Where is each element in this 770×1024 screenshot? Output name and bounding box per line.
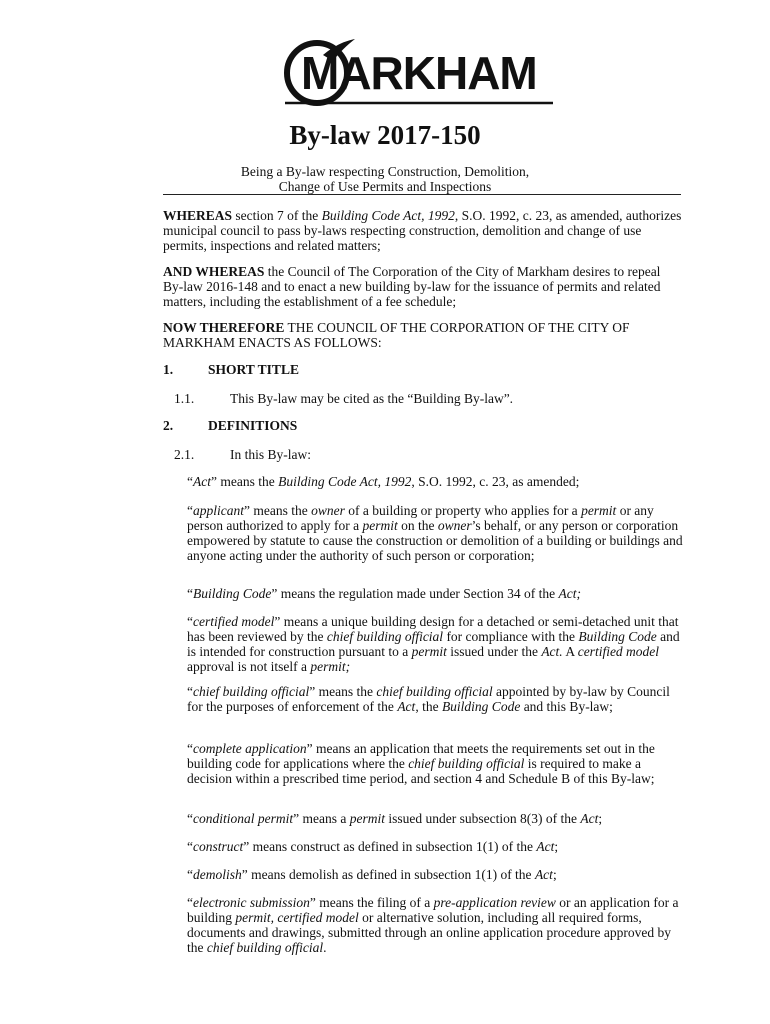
section-heading-definitions: 2. DEFINITIONS xyxy=(163,418,298,433)
definition-conditional-permit: “conditional permit” means a permit issued under subsection 8(3) of the Act; xyxy=(187,811,603,826)
definition-chief-building-official: “chief building official” means the chief building official appointed by by-law by Council for the purposes of enforcement of the Act, the Building Code and this By-law; xyxy=(187,684,670,714)
definition-applicant: “applicant” means the owner of a building or property who applies for a permit or any person authorized to apply for a permit on the owner’s behalf, or any person or corporation empowered by statute to cause the construction or demolition of a building or buildings and anyone acting under the authority of such person or corporation; xyxy=(187,503,683,563)
logo-wordmark: MARKHAM xyxy=(301,47,537,99)
markham-logo xyxy=(283,37,563,107)
whereas-paragraph: WHEREAS section 7 of the Building Code Act, 1992, S.O. 1992, c. 23, as amended, authorizes municipal council to pass by-laws respecting construction, demolition and change of use permits, inspections and related matters; xyxy=(163,208,682,253)
definition-construct: “construct” means construct as defined in subsection 1(1) of the Act; xyxy=(187,839,559,854)
definition-demolish: “demolish” means demolish as defined in subsection 1(1) of the Act; xyxy=(187,867,557,882)
definition-building-code: “Building Code” means the regulation made under Section 34 of the Act; xyxy=(187,586,582,601)
subtitle-line: Being a By-law respecting Construction, Demolition, xyxy=(240,164,530,179)
title-divider xyxy=(163,194,681,195)
definition-electronic-submission: “electronic submission” means the filing of a pre-application review or an application for a building permit, certified model or alternative solution, including all required forms, documents and drawings, submitted through an online application procedure approved by the chief building official. xyxy=(187,895,679,955)
subsection-2-1: 2.1. In this By-law: xyxy=(174,447,311,462)
subtitle xyxy=(0,164,770,194)
page-title: By-law 2017-150 xyxy=(289,120,481,150)
definition-certified-model: “certified model” means a unique building design for a detached or semi-detached unit that has been reviewed by the chief building official for compliance with the Building Code and is intended for construction pursuant to a permit issued under the Act. A certified model approval is not itself a permit; xyxy=(187,614,680,674)
subtitle-line: Change of Use Permits and Inspections xyxy=(278,179,492,194)
section-heading-short-title: 1. SHORT TITLE xyxy=(163,362,299,377)
now-therefore-paragraph: NOW THEREFORE THE COUNCIL OF THE CORPORATION OF THE CITY OF MARKHAM ENACTS AS FOLLOWS: xyxy=(163,320,630,350)
subsection-1-1: 1.1. This By-law may be cited as the “Building By-law”. xyxy=(174,391,514,406)
and-whereas-paragraph: AND WHEREAS the Council of The Corporation of the City of Markham desires to repeal By-law 2016-148 and to enact a new building by-law for the issuance of permits and related matters, including the establishment of a fee schedule; xyxy=(163,264,661,309)
definition-complete-application: “complete application” means an application that meets the requirements set out in the building code for applications where the chief building official is required to make a decision within a prescribed time period, and section 4 and Schedule B of this By-law; xyxy=(187,741,655,786)
definition-act: “Act” means the Building Code Act, 1992, S.O. 1992, c. 23, as amended; xyxy=(187,474,580,489)
